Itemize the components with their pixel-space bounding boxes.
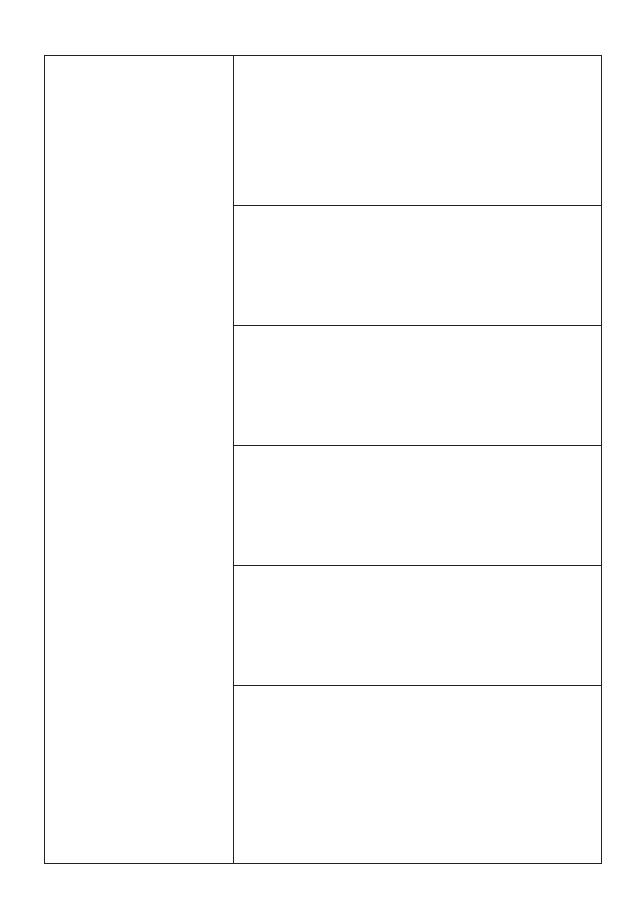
indicator-cell: [234, 206, 602, 326]
tasks-cell: [45, 55, 234, 863]
period-cell: [234, 446, 602, 566]
document-sheet: [44, 56, 602, 864]
indicator-cell: [234, 55, 602, 205]
tasks-row: [45, 55, 234, 863]
empty-cell: [234, 326, 602, 446]
table-row: [234, 55, 602, 863]
subprogram-table: [44, 55, 602, 864]
executor-cell: [234, 566, 602, 686]
event-cell: [234, 686, 602, 864]
